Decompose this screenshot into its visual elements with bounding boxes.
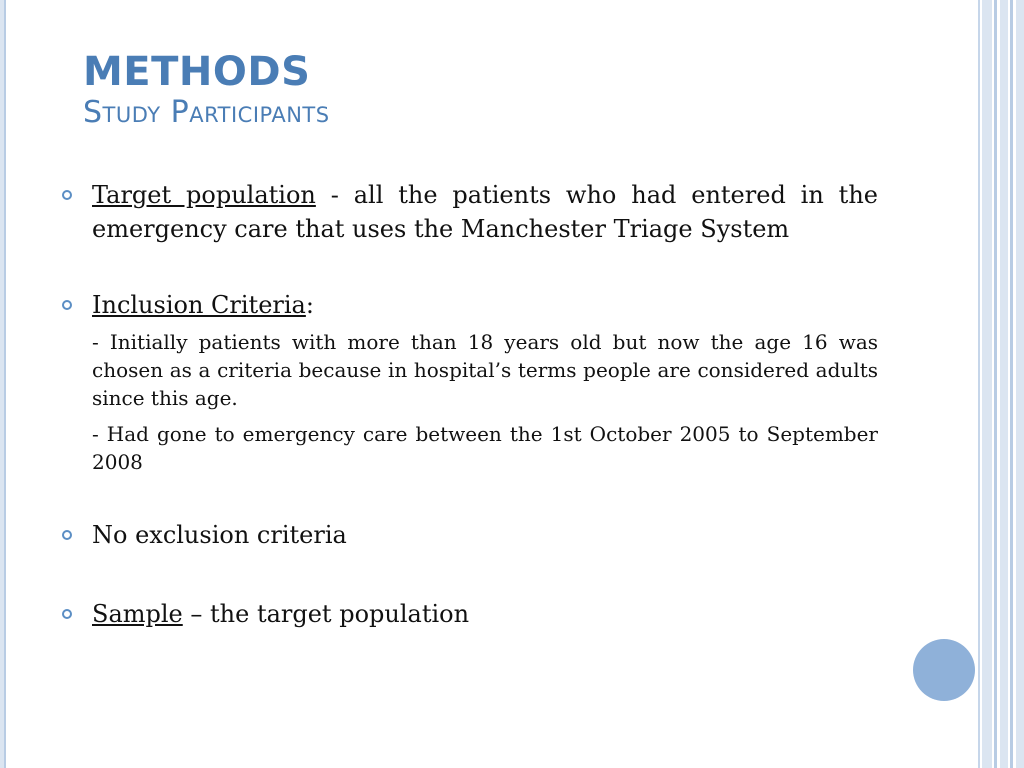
slide-title: METHODS (83, 49, 311, 95)
bullet-target-population (60, 178, 878, 246)
inclusion-subitem-age: - Initially patients with more than 18 years old but now the age 16 was chosen as a criteria because in hospital’s terms people are considered adults since this age. (92, 330, 878, 410)
inclusion-subitem-dates: - Had gone to emergency care between the 1st October 2005 to September 2008 (92, 422, 878, 474)
left-frame-border (0, 0, 4, 768)
bullet-ring-icon (62, 300, 72, 310)
decorative-circle (913, 639, 975, 701)
bullet-no-exclusion (60, 518, 878, 552)
bullet-ring-icon (62, 190, 72, 200)
bullet-ring-icon (62, 609, 72, 619)
bullet-text: - all the patients who had entered in the emergency care that uses the Manchester Triage System (92, 181, 878, 243)
bullet-heading: Sample (92, 600, 183, 628)
bullet-text: : (305, 291, 314, 319)
slide-content (60, 178, 878, 631)
slide-subtitle: Study Participants (83, 95, 330, 130)
bullet-text: – the target population (182, 600, 470, 628)
bullet-sample (60, 597, 878, 631)
bullet-heading: Target population (92, 181, 316, 209)
bullet-heading: Inclusion Criteria (92, 291, 306, 319)
right-frame-stripes (978, 0, 1024, 768)
bullet-text: No exclusion criteria (92, 521, 347, 549)
bullet-ring-icon (62, 530, 72, 540)
title-block (83, 48, 923, 130)
bullet-inclusion-criteria (60, 288, 878, 322)
